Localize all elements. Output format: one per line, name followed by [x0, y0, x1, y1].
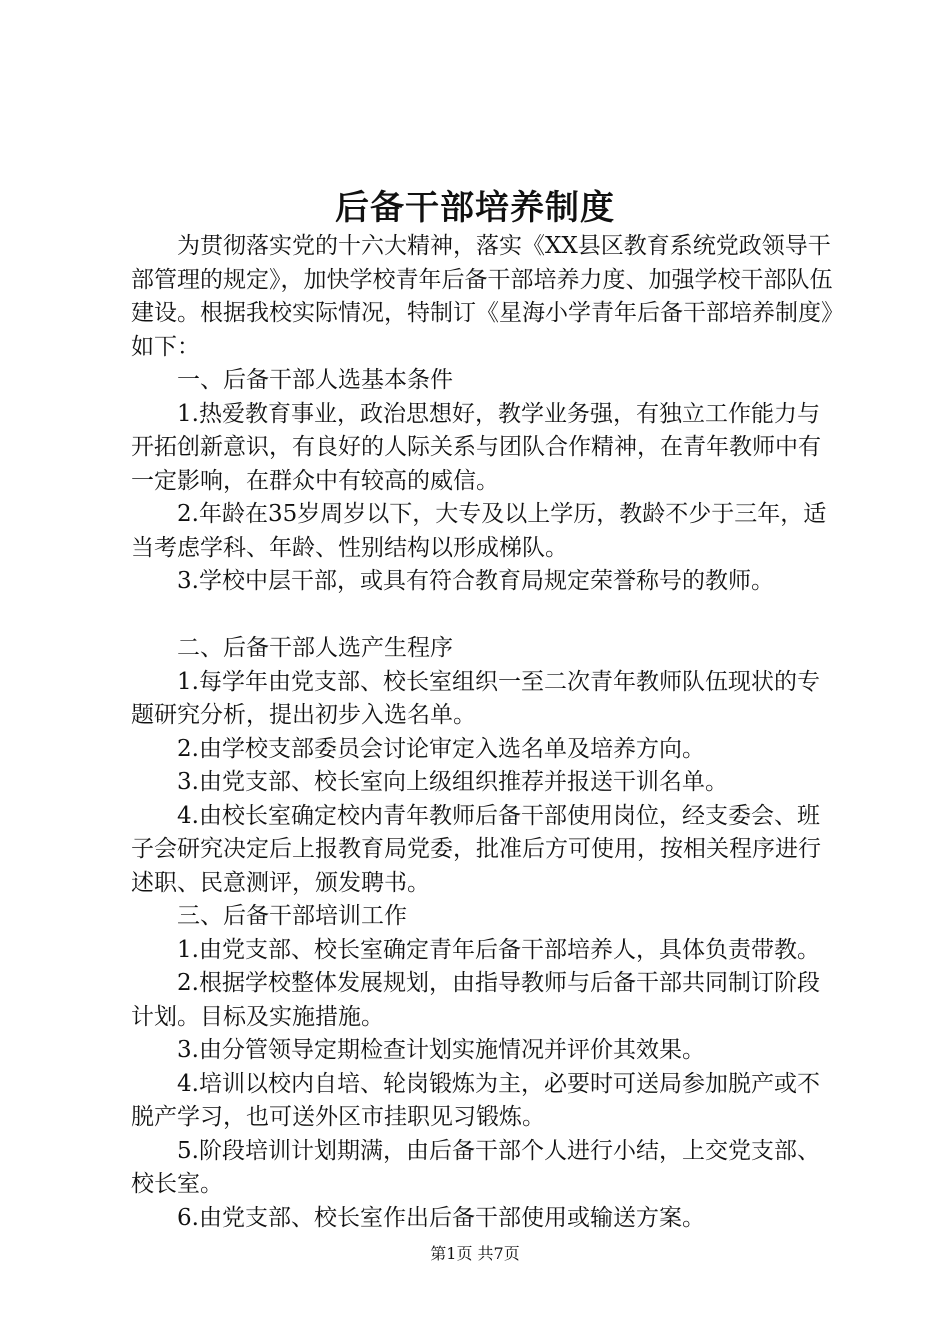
paragraph-item: 2.根据学校整体发展规划，由指导教师与后备干部共同制订阶段计划。目标及实施措施。 — [131, 970, 820, 1030]
paragraph-item: 4.培训以校内自培、轮岗锻炼为主，必要时可送局参加脱产或不脱产学习，也可送外区市挂职见习锻炼。 — [131, 1070, 820, 1130]
page-footer: 第1页 共7页 — [430, 1244, 520, 1263]
paragraph-item: 5.阶段培训计划期满，由后备干部个人进行小结，上交党支部、校长室。 — [131, 1137, 820, 1197]
section-heading-2: 二、后备干部人选产生程序 — [177, 635, 453, 661]
paragraph-item: 3.由党支部、校长室向上级组织推荐并报送干训名单。 — [177, 769, 728, 795]
paragraph-item: 2.年龄在35岁周岁以下，大专及以上学历，教龄不少于三年，适当考虑学科、年龄、性别结构以形成梯队。 — [131, 501, 827, 561]
paragraph-item: 3.由分管领导定期检查计划实施情况并评价其效果。 — [177, 1037, 705, 1063]
section-heading-1: 一、后备干部人选基本条件 — [177, 367, 453, 393]
document-title: 后备干部培养制度 — [335, 188, 615, 228]
paragraph-intro: 为贯彻落实党的十六大精神，落实《XX县区教育系统党政领导干部管理的规定》，加快学校青年后备干部培养力度、加强学校干部队伍建设。根据我校实际情况，特制订《星海小学青年后备干部培养制度》如下： — [131, 233, 833, 360]
paragraph-item: 3.学校中层干部，或具有符合教育局规定荣誉称号的教师。 — [177, 568, 774, 594]
blank-line — [131, 599, 833, 633]
paragraph-item: 1.热爱教育事业，政治思想好，教学业务强，有独立工作能力与开拓创新意识，有良好的人际关系与团队合作精神，在青年教师中有一定影响，在群众中有较高的威信。 — [131, 400, 821, 494]
section-heading-3: 三、后备干部培训工作 — [177, 903, 407, 929]
paragraph-item: 1.由党支部、校长室确定青年后备干部培养人，具体负责带教。 — [177, 936, 820, 963]
paragraph-item: 6.由党支部、校长室作出后备干部使用或输送方案。 — [177, 1204, 705, 1231]
paragraph-item: 4.由校长室确定校内青年教师后备干部使用岗位，经支委会、班子会研究决定后上报教育局党委，批准后方可使用，按相关程序进行述职、民意测评，颁发聘书。 — [131, 802, 821, 896]
paragraph-item: 1.每学年由党支部、校长室组织一至二次青年教师队伍现状的专题研究分析，提出初步入选名单。 — [131, 668, 820, 728]
paragraph-item: 2.由学校支部委员会讨论审定入选名单及培养方向。 — [177, 735, 705, 762]
document-body — [131, 230, 833, 1235]
